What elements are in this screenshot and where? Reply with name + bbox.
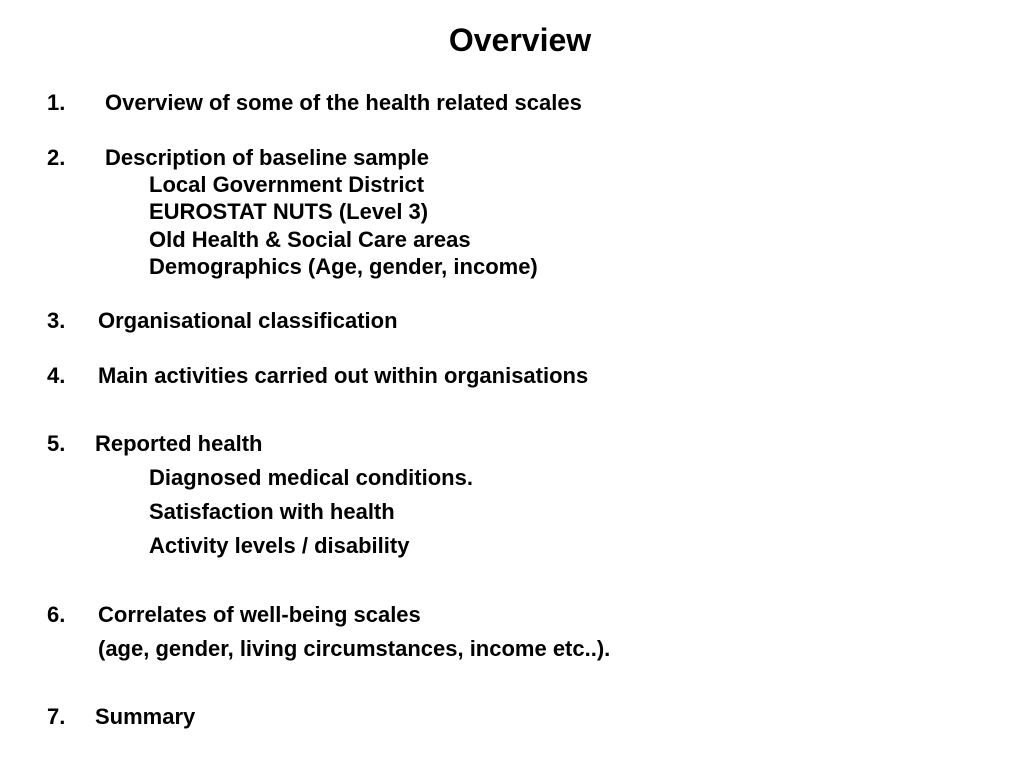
item-text: Correlates of well-being scales (98, 602, 421, 627)
item-text: Summary (95, 704, 196, 729)
sub-item: Diagnosed medical conditions. (149, 465, 473, 490)
item-number: 6. (47, 602, 66, 627)
item-text: Reported health (95, 431, 263, 456)
item-number: 1. (47, 90, 66, 115)
sub-item: Old Health & Social Care areas (149, 227, 471, 252)
item-text: Organisational classification (98, 308, 398, 333)
slide-title: Overview (448, 22, 592, 58)
sub-item: Demographics (Age, gender, income) (149, 254, 538, 279)
sub-item: (age, gender, living circumstances, income etc..). (98, 636, 611, 661)
sub-item: Local Government District (149, 172, 425, 197)
item-number: 4. (47, 363, 66, 388)
item-text: Description of baseline sample (105, 145, 429, 170)
item-number: 7. (47, 704, 66, 729)
sub-item: EUROSTAT NUTS (Level 3) (149, 199, 429, 224)
sub-item: Satisfaction with health (149, 499, 395, 524)
item-number: 2. (47, 145, 66, 170)
item-number: 5. (47, 431, 66, 456)
sub-item: Activity levels / disability (149, 533, 410, 558)
item-number: 3. (47, 308, 66, 333)
item-text: Main activities carried out within organisations (98, 363, 589, 388)
item-text: Overview of some of the health related scales (105, 90, 582, 115)
